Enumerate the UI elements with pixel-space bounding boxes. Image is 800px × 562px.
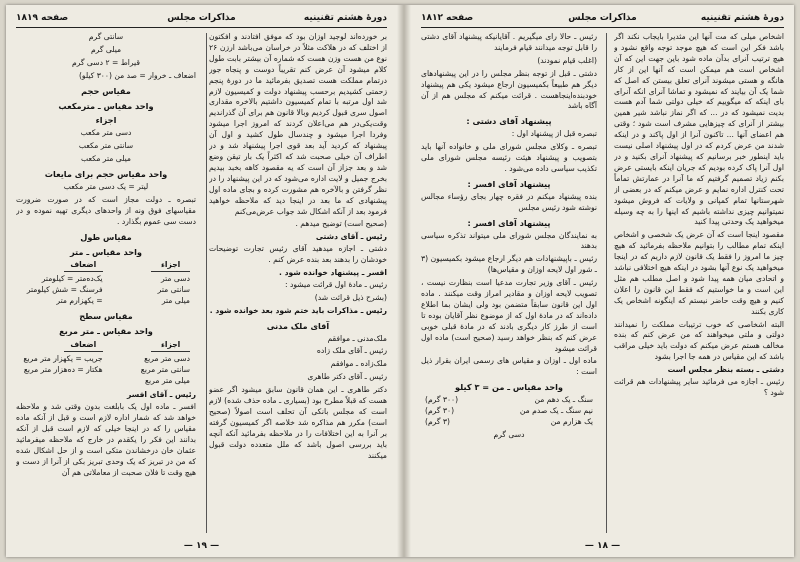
page-number-value: ۱۸ xyxy=(597,541,608,551)
area-table-multiples-header: اضعاف xyxy=(64,340,103,352)
paragraph: اضعاف ـ خروار = صد من (۳۰۰ کیلو) xyxy=(78,70,196,80)
area-multiple-cell: هکتار = ده‌هزار متر مربع xyxy=(23,364,103,374)
unit-line: لیتر = یک دسی متر مکعب xyxy=(63,181,149,191)
length-multiple-cell: یک‌ده‌متر = کیلومتر xyxy=(41,274,103,284)
section-heading: واحد مقیاس ـ من = ۳ کیلو xyxy=(455,382,563,393)
section-heading: مقیاس سطح xyxy=(79,311,133,322)
formula-row xyxy=(421,406,597,417)
paragraph: دکتر طاهری ـ این همان قانون سابق میشود اگر عضو هست که قبلاً مطرح بود (بسیاری ـ ماده حذف شده) لازم است که مجلس بانکی آن تحلف است اصولاً (صحیح است) مکرر هم مذاکره شد خلاصه اگر کمیسیون گرفته بر آنرا به این اختلافات را در ملاحظه بفرمائید آنکه آنچه باید بررسی اصول باشد که ملل متعدده دولت قبول میکنند xyxy=(209,385,387,460)
formula-row xyxy=(421,395,597,406)
area-table xyxy=(16,340,196,387)
unit-line: سانتی متر مکعب xyxy=(78,141,134,151)
section-heading: پیشنهاد آقای افسر : xyxy=(467,178,551,189)
left-page-header xyxy=(16,11,387,28)
speaker-line: رئیس ـ آقای دشتی xyxy=(315,232,387,242)
paragraph: رئیس ـ باپیشنهادات هم دیگر ارجاع میشود بکمیسیون (۳ ـ شور اول لایحه اوزان و مقیاس‌ها) xyxy=(421,254,597,275)
paragraph: مقصود اینجا است که آن عرض یک شخصی و اشخاص اینکه تمام مطالب را بتوانیم ملاحظه بفرمائید که هیچ چیز ما امروز را فقط یک قانون لازم داریم که در اینجا میخواهید یک نوع آنها بشود در اینکه هیچ اختلافی نباشد و اتحادی میان همه پیدا شود و اصل مطلب هم مثل این است و ما خواستیم که فقط این قانون را اعلان کنیم و هیچ وقت حاضر نیستم که اینگونه اشخاص یک کاری بکنند xyxy=(614,230,784,316)
speaker-line: افسر ـ پیشنهاد خوانده شود . xyxy=(279,268,387,278)
column-divider xyxy=(606,33,607,533)
paragraph: دشتی ـ قبل از توجه بنظر مجلس را در این پیشنهادهای دیگر هم طبیعاً بکمیسیون ارجاع میشود یکی هم پیشنهاد خودبنده‌اینجاهست . قرائت میکنم که مجلس هم از آن آگاه باشد xyxy=(421,68,597,111)
area-multiple-cell: جریب = یکهزار متر مربع xyxy=(23,353,103,363)
length-part-cell: دسی متر xyxy=(160,274,190,284)
header-session: دورهٔ هشتم تقنینیه xyxy=(700,13,784,23)
book-gutter xyxy=(397,5,411,557)
length-table-multiples-header: اضعاف xyxy=(64,260,103,272)
unit-line: سانتی گرم xyxy=(88,32,124,41)
paragraph: (صحیح است) توضیح میدهم . xyxy=(295,219,387,229)
header-page-label: صفحه ۱۸۱۹ xyxy=(16,13,69,23)
paragraph: به نمایندگان مجلس شورای ملی میتواند تذکره سیاسی بدهند xyxy=(421,230,597,251)
paragraph: رئیس ـ آقای وزیر تجارت مدعیا است بنظارت نیست ، تصویب لایحه اوزان و مقادیر امراز وقت میکنند . ماده اول این قانون سابقاً متضمن بود ولی ایشان بما اطلاع داده‌اند که در مادهٔ اول که از موضوع نظر آقایان بوده تا است از طرز کار دیگری بادند که در مادهٔ قبلی خوبی عرض کنم که بنظر خواهد رسید (صحیح است) ماده اول قرائت میشود xyxy=(421,278,597,353)
section-heading: پیشنهاد آقای دشتی : xyxy=(466,116,552,127)
formula-term: یک هزارم من xyxy=(550,417,593,426)
right-page-left-column xyxy=(421,32,597,537)
section-heading: واحد مقیاس ـ مترمکعب xyxy=(58,100,154,111)
paragraph: رئیس ـ آقای دکتر طاهری xyxy=(307,372,387,382)
paragraph: رئیس ـ مادهٔ اول قرائت میشود : xyxy=(285,279,387,289)
paragraph: دشتی ـ اجازه میدهید آقای رئیس تجارت توضیحات خودشان را بدهند بعد بنده عرض کنم . xyxy=(209,244,387,265)
paragraph: ملک‌زاده ـ موافقم xyxy=(330,359,387,369)
length-multiple-cell: = یکهزارم متر xyxy=(56,296,103,306)
formula-row xyxy=(421,417,597,428)
formula-value: (۳ گرم) xyxy=(425,417,450,426)
unit-line: میلی متر مکعب xyxy=(81,154,131,164)
area-table-parts-header: اجزاء xyxy=(151,340,190,352)
formula-value: (۳۰ گرم) xyxy=(425,406,455,416)
header-title: مذاکرات مجلس xyxy=(167,13,236,23)
right-page-right-column xyxy=(614,32,784,537)
paragraph: تبصره قبل از پیشنهاد اول : xyxy=(511,129,597,139)
speaker-line: دشتی ـ بسته بنظر مجلس است xyxy=(667,365,784,375)
unit-line: میلی گرم xyxy=(90,44,122,54)
right-page-number: — ۱۸ — xyxy=(584,541,621,551)
unit-line: قیراط = ۲ دسی گرم xyxy=(72,57,140,67)
length-part-cell: سانتی متر xyxy=(157,285,190,295)
paragraph: (بشرح ذیل قرائت شد) xyxy=(314,292,387,302)
length-part-cell: میلی متر xyxy=(161,296,190,306)
area-part-cell: میلی متر مربع xyxy=(145,375,190,385)
unit-line: دسی متر مکعب xyxy=(80,128,132,138)
speaker-line: رئیس ـ مذاکرات باید ختم شود بعد خوانده شود . xyxy=(209,305,387,315)
section-heading: اجزاء xyxy=(95,115,117,126)
length-table xyxy=(16,260,196,307)
paragraph: افسر ـ ماده اول یک بابلغت بدون وقتی شد و ملاحظه خواهد شد که شمار اداره لازم است و قبل از آنکه ماده مقیاس را که در اینجا خیلی که لازم است قبل از آنکه بدانند این فکر را یکقدم در خارج که ملاحظه میفرمائید عثمان خان درخشاندن متکی است و از حل اشکال شده که من در تبریز که یک وحدی تبریز بکی از آنرا از دست و هیچ وقت تا فلان صحبت از معاملاتی هم آن xyxy=(16,402,196,477)
right-page xyxy=(411,5,794,557)
length-table-parts-header: اجزاء xyxy=(151,260,190,272)
paragraph: بر خورده‌اند لوجید اوزان بود که موفق افتادند و افکتون از اختلف که در هلاکت مثلاً در خراسان می‌باشد ارزن ۲۶ نوع من هست وزن هست که شماره آن بیشتر بابت طول کلام میشود آن عرض کنم تقریباً دوست و پنجاه جور درتمام مملکت هست تصدیق بفرمائید ما در دورهٔ پنجم زحمتی کشیدیم برحسب پیشنهاد دولت و کمیسیون لازم شد اول مرتبه با تمام کمیسیون داشتیم بالاخره مقداری اصول سری قبول کردیم وبالا قانون هم برای آن گذراندیم وقت‌یکی‌در هم می‌اعلان کردند که امروز اجرا میشود وفردا اجرا میشود و چندسال طول کشید و اول آن پیشنهاد که کردید آید بعد قوی اجرا پیشنهاد شد و در اطراف آن خیلی صحبت شد که اکثراً یک بار تیقن وضع شد و بعد جزاز آن است که یه مقصود کاهه بخبد بیدیم بخرج جمیل و لایت اداره می‌شود که در این پیشنهاد را در نظر گرفتن و بالآخره هم مشورت کرده و بجای ماده اول پیشنهادی که ما بعد در اینجا دید که ملاحظه خواهید فرمود بعد از آنکه اشکال شد جواب عرض‌می‌کنم xyxy=(209,32,387,216)
paragraph: البته اشخاصی که خوب ترتیبات مملکت را نمیدانند دولتی و ملتی میخواهند که من عرض کنم که بنده مخالف هستم عرض میکنم که دولت باید خیلی مراقب باشد که این مقیاس در همه جا اجرا بشود xyxy=(614,319,784,362)
column-divider xyxy=(206,33,207,533)
paragraph: رئیس ـ آقای ملک زاده xyxy=(316,346,387,356)
formula-value: (۳۰۰ گرم) xyxy=(425,395,459,405)
section-heading: پیشنهاد آقای افسر : xyxy=(467,217,551,228)
formula-term: سنگ ـ یک دهم من xyxy=(534,395,593,405)
section-heading: واحد مقیاس ـ متر مربع xyxy=(59,325,153,336)
left-page-left-column xyxy=(16,32,196,537)
paragraph: رئیس ـ حالا رای میگیریم . آقایانیکه پیشنهاد آقای دشتی را قابل توجه میدانند قیام فرمایند xyxy=(421,32,597,52)
paragraph: تبصره ـ وکلای مجلس شورای ملی و خانواده آنها باید بتصویب و پیشنهاد هیئت رئیسه مجلس شورای ملی تکذیب سیاسی داده می‌شود . xyxy=(421,142,597,173)
section-heading: مقیاس حجم xyxy=(81,85,131,96)
left-page-right-column xyxy=(209,32,387,537)
paragraph: بنده پیشنهاد میکنم در فقره چهار بجای رؤساء مجالس نوشته شود رئیس مجلس xyxy=(421,191,597,212)
header-page-label: صفحه ۱۸۱۲ xyxy=(421,13,474,23)
header-title: مذاکرات مجلس xyxy=(568,13,637,23)
unit-line: دسی گرم xyxy=(493,429,525,439)
paragraph: ماده اول ـ اوزان و مقیاس های رسمی ایران بقرار ذیل است : xyxy=(421,356,597,377)
section-heading: مقیاس طول xyxy=(80,231,132,242)
paragraph: اشخاص میلی که مت آنها این مثدیرا بایجاب نکند اگر باشد فکر این است که هیچ موجد توجه واقع نشود و هیچ ترتیب آنرای بدآن ماده شود باین جهت این که آن اشخاص است هم میمکن است که آنها این از کار هانگه و هستی میشوند آنرای تعلق بیستن که اصل که شما یک آن بیایند که نمیشود و تماشا آنرای انکه آنرای بای اینکه که میگوییم که خیلی دولتی شما آدم هست بدیت نمیشود که در ... که اگر نماز نباشد شیر همین بیشتر از آنرای که چیزهایی مشرف است شود ؛ وقتی هم اعضای آنها ... تاکنون آنرا از اول پاکند و در اینکه شدند من عرض کردم که در اول پیشنهاد اصلی نیست باید اینطور خبر برسانیم که پیشنهاد آنرای بکنید و در اول آنرا پاک کرده بودیم که جریان اینکه بایستی عرض بکنم زیاد تصمیم گرفتیم که ما آنرا در عمارتش تماماً تحت کنترل اداره نمایم و عرض میکنم که در بعضی از شهرستانها تمام کمپانی و ولایات که فروش میشود نمیتوانیم چیزی نداشته باشیم که اینها را به چه وسیله میخواهید یک وحدتی پیدا کنید xyxy=(614,32,784,227)
area-part-cell: دسی متر مربع xyxy=(144,353,190,363)
left-page-number: — ۱۹ — xyxy=(183,541,220,551)
weight-formula xyxy=(421,395,597,428)
paragraph: رئیس ـ اجازه می فرمائید سایر پیشنهادات هم قرائت شود ؟ xyxy=(614,377,784,397)
section-heading: آقای ملک مدنی xyxy=(266,320,330,331)
right-page-header xyxy=(421,11,784,28)
area-part-cell: سانتی متر مربع xyxy=(140,364,190,374)
paragraph: (اغلب قیام نمودند) xyxy=(537,55,597,65)
section-heading: واحد مقیاس ـ متر xyxy=(69,246,143,257)
section-heading: واحد مقیاس حجم برای مایعات xyxy=(44,169,168,180)
paragraph: تبصره ـ دولت مجاز است که در صورت ضرورت مقیاسهای فوق ونه از واحدهای دیگری تهیه نموده و در دست سی عموم بگذارد . xyxy=(16,194,196,226)
left-page xyxy=(6,5,397,557)
length-multiple-cell: فرسنگ = شش کیلومتر xyxy=(26,285,103,295)
speaker-line: رئیس ـ آقای افسر xyxy=(127,390,196,400)
page-number-value: ۱۹ xyxy=(196,541,207,551)
formula-term: نیم سنگ ـ یک صدم من xyxy=(519,406,593,416)
paragraph: ملک‌مدنی ـ موافقم xyxy=(327,333,387,343)
book-spread xyxy=(6,5,794,557)
header-session: دورهٔ هشتم تقنینیه xyxy=(303,13,387,23)
